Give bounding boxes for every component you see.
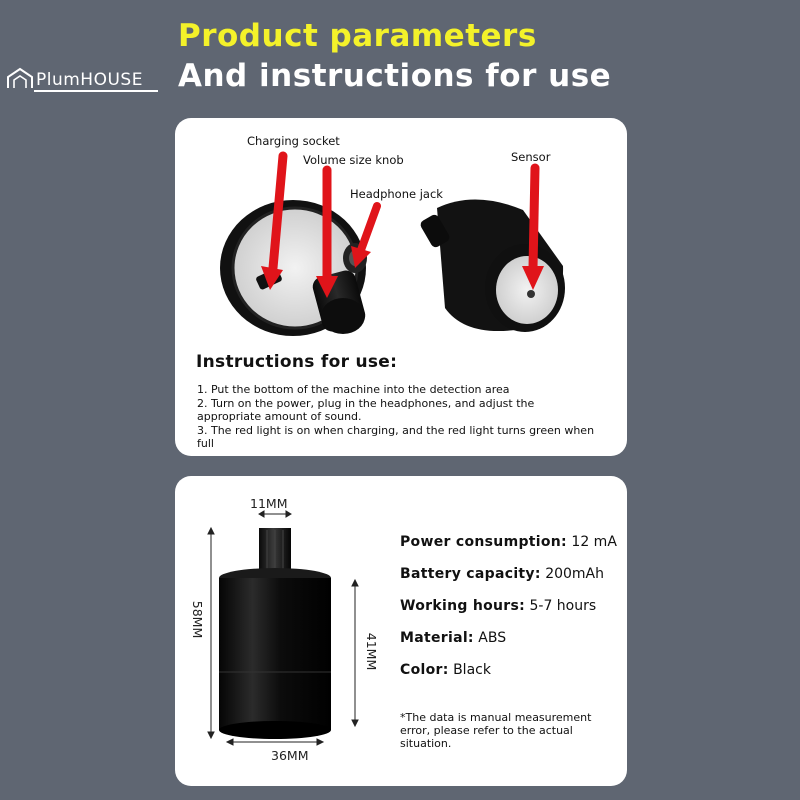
spec-row (400, 566, 604, 582)
spec-row (400, 598, 596, 614)
spec-row (400, 662, 491, 678)
spec-value: ABS (478, 630, 507, 646)
brand-underline (34, 90, 158, 92)
spec-value: 12 mA (571, 534, 617, 550)
page-title-line1: Product parameters (178, 18, 537, 54)
label-sensor: Sensor (511, 150, 551, 164)
spec-value: 5-7 hours (529, 598, 597, 614)
instruction-step: 1. Put the bottom of the machine into the detection area (197, 383, 510, 396)
dimension-total-height: 58MM (190, 600, 206, 639)
specs-card (175, 476, 627, 786)
dimension-body-height: 41MM (364, 632, 380, 671)
spec-label: Material: (400, 630, 474, 646)
spec-value: Black (453, 662, 491, 678)
brand-logo (6, 66, 158, 94)
device-bottom-view (419, 199, 565, 332)
spec-label: Battery capacity: (400, 566, 541, 582)
dimension-diameter: 36MM (271, 748, 309, 763)
instruction-step: 3. The red light is on when charging, and the red light turns green when full (197, 423, 595, 450)
instruction-step: 2. Turn on the power, plug in the headphones, and adjust the appropriate amount of sound. (197, 396, 535, 423)
instructions-title: Instructions for use: (196, 352, 398, 372)
instructions-card (175, 118, 627, 456)
brand-name: PlumHOUSE (36, 70, 143, 90)
spec-label: Power consumption: (400, 534, 567, 550)
dimension-knob-width: 11MM (250, 496, 288, 511)
device-top-view (220, 200, 367, 336)
spec-label: Working hours: (400, 598, 526, 614)
spec-row (400, 630, 506, 646)
spec-value: 200mAh (545, 566, 604, 582)
label-charging-socket: Charging socket (247, 134, 340, 148)
device-body-shape (219, 578, 331, 730)
dimension-drawing (175, 476, 395, 776)
measurement-note: *The data is manual measurement error, please refer to the actual situation. (400, 711, 592, 750)
house-icon (6, 66, 36, 92)
spec-label: Color: (400, 662, 449, 678)
page-title-line2: And instructions for use (178, 58, 612, 94)
instructions-steps (197, 383, 597, 451)
label-volume-knob: Volume size knob (303, 153, 404, 167)
spec-row (400, 534, 617, 550)
label-headphone-jack: Headphone jack (350, 187, 443, 201)
